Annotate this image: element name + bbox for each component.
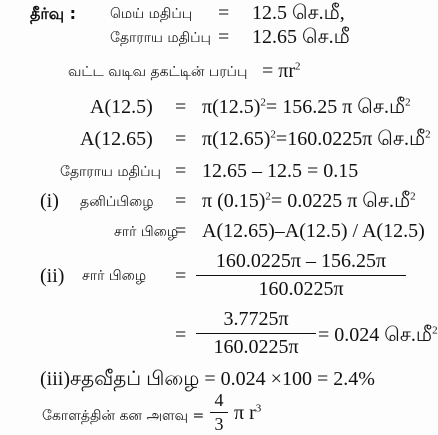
fraction-2-denominator: 160.0225π: [213, 336, 299, 358]
fraction-1-numerator: 160.0225π – 156.25π: [215, 250, 387, 272]
volume-label: கோளத்தின் கன அளவு =: [42, 408, 205, 424]
fraction-1-bar: [196, 275, 406, 276]
fraction-2-result: = 0.024 செ.மீ$^2$: [318, 324, 438, 346]
fraction-1-denominator: 160.0225π: [258, 278, 344, 300]
equals-sign: =: [175, 160, 187, 182]
approx-calc: 12.65 – 12.5 = 0.15: [202, 160, 359, 182]
equals-sign: =: [175, 190, 187, 212]
equals-sign: =: [175, 128, 187, 150]
approx-value-label: தோராய மதிப்பு: [110, 30, 211, 46]
approx-label: தோராய மதிப்பு: [60, 164, 161, 180]
rel-error-label-2: சார் பிழை: [82, 268, 147, 284]
true-value: 12.5 செ.மீ,: [252, 2, 345, 24]
equals-sign: =: [218, 2, 230, 24]
fraction-2-bar: [196, 333, 316, 334]
volume-rest: π $r^3$: [234, 402, 262, 424]
volume-fraction: [210, 390, 228, 435]
rel-error-formula: A(12.65)–A(12.5) / A(12.5): [202, 220, 425, 242]
equals-sign: =: [175, 265, 187, 287]
area-text: வட்ட வடிவ தகட்டின் பரப்பு: [68, 64, 248, 80]
equals-sign: =: [175, 96, 187, 118]
volume-fraction-numerator: 4: [214, 390, 224, 410]
step-ii-label: (ii): [40, 265, 65, 287]
volume-fraction-bar: [210, 412, 228, 413]
equals-sign: =: [175, 324, 187, 346]
a2-rhs: $\pi(12.65)^2=160.0225\pi$ செ.மீ$^2$: [202, 128, 431, 150]
a2-lhs: A(12.65): [80, 128, 153, 150]
abs-error-value: π $(0.15)^2= 0.0225$ π செ.மீ$^2$: [202, 190, 416, 212]
equals-sign: =: [175, 220, 187, 242]
a1-lhs: A(12.5): [90, 96, 153, 118]
volume-fraction-denominator: 3: [214, 414, 224, 434]
percentage-error: (iii)சதவீதப் பிழை = 0.024 ×100 = 2.4%: [40, 368, 375, 390]
approx-value: 12.65 செ.மீ: [252, 26, 350, 48]
solution-heading: தீர்வு :: [30, 4, 77, 23]
true-value-label: மெய் மதிப்பு: [110, 6, 193, 22]
fraction-1: [196, 250, 406, 301]
a1-rhs: $\pi(12.5)^2= 156.25$ π செ.மீ$^2$: [202, 96, 411, 118]
fraction-2: [196, 308, 316, 359]
equals-sign: =: [218, 26, 230, 48]
area-formula: = $\pi r^2$: [262, 60, 301, 82]
abs-error-label: தனிப்பிழை: [80, 194, 154, 210]
rel-error-label: சார் பிழை: [114, 224, 179, 240]
step-i-label: (i): [40, 190, 59, 212]
fraction-2-numerator: 3.7725π: [223, 308, 289, 330]
